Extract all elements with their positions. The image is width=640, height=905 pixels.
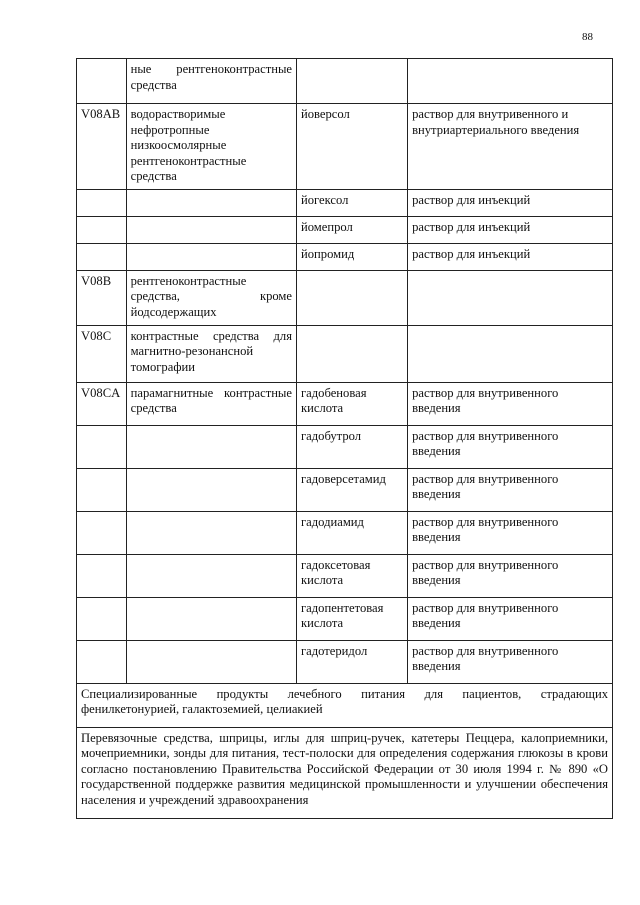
drug-name-cell (297, 59, 408, 104)
drug-name-cell: гадобутрол (297, 425, 408, 468)
table-row (77, 511, 613, 554)
table-row (77, 325, 613, 382)
drug-name-cell: гадобеновая кислота (297, 382, 408, 425)
pharmacological-group-cell (126, 468, 296, 511)
dosage-form-cell: раствор для внутривенного введения (408, 597, 613, 640)
pharmacological-group-cell (126, 216, 296, 243)
dressings-section: Перевязочные средства, шприцы, иглы для шприц-ручек, катетеры Пеццера, калоприемники, мочеприемники, зонды для питания, тест-полоски для определения содержания глюкозы в крови согласно постановлению Правительства Российской Федерации от 30 июля 1994 г. № 890 «О государственной поддержке развития медицинской промышленности и улучшении обеспечения населения и учреждений здравоохранения (77, 727, 613, 818)
atc-code-cell (77, 468, 127, 511)
table-row (77, 59, 613, 104)
pharmacological-group-cell (126, 640, 296, 683)
atc-code-cell (77, 597, 127, 640)
pharmacological-group-cell: ные рентгеноконтрастные средства (126, 59, 296, 104)
atc-code-cell: V08C (77, 325, 127, 382)
dosage-form-cell (408, 270, 613, 325)
drug-name-cell (297, 325, 408, 382)
table-row (77, 468, 613, 511)
pharmacological-group-cell (126, 243, 296, 270)
specialized-nutrition-section: Специализированные продукты лечебного питания для пациентов, страдающих фенилкетонурией, галактоземией, целиакией (77, 683, 613, 727)
pharmacological-group-cell (126, 597, 296, 640)
table-row (77, 597, 613, 640)
atc-code-cell (77, 243, 127, 270)
table-row (77, 425, 613, 468)
drug-name-cell: йогексол (297, 189, 408, 216)
dosage-form-cell (408, 325, 613, 382)
section-row (77, 683, 613, 727)
atc-code-cell: V08B (77, 270, 127, 325)
atc-code-cell (77, 425, 127, 468)
pharmacological-group-cell: парамагнитные контрастные средства (126, 382, 296, 425)
table-row (77, 554, 613, 597)
section-row (77, 727, 613, 818)
drug-name-cell: гадотеридол (297, 640, 408, 683)
atc-code-cell (77, 216, 127, 243)
page-number: 88 (582, 31, 593, 43)
dosage-form-cell: раствор для внутривенного введения (408, 468, 613, 511)
table-row (77, 189, 613, 216)
atc-code-cell: V08AB (77, 104, 127, 190)
dosage-form-cell: раствор для внутривенного введения (408, 382, 613, 425)
dosage-form-cell: раствор для внутривенного введения (408, 640, 613, 683)
dosage-form-cell: раствор для внутривенного и внутриартериального введения (408, 104, 613, 190)
dosage-form-cell: раствор для внутривенного введения (408, 554, 613, 597)
dosage-form-cell: раствор для инъекций (408, 243, 613, 270)
pharmacological-group-cell (126, 425, 296, 468)
pharmacological-group-cell: водорастворимые нефротропные низкоосмолярные рентгеноконтрастные средства (126, 104, 296, 190)
dosage-form-cell: раствор для инъекций (408, 189, 613, 216)
drug-name-cell (297, 270, 408, 325)
table-row (77, 104, 613, 190)
table-row (77, 270, 613, 325)
drug-name-cell: йопромид (297, 243, 408, 270)
atc-code-cell (77, 189, 127, 216)
atc-code-cell (77, 640, 127, 683)
table-row (77, 243, 613, 270)
pharmacological-group-cell (126, 511, 296, 554)
drug-table (76, 58, 613, 819)
dosage-form-cell (408, 59, 613, 104)
dosage-form-cell: раствор для внутривенного введения (408, 511, 613, 554)
drug-name-cell: гадоверсетамид (297, 468, 408, 511)
drug-name-cell: йомепрол (297, 216, 408, 243)
table-row (77, 382, 613, 425)
pharmacological-group-cell (126, 189, 296, 216)
table-row (77, 216, 613, 243)
drug-name-cell: гадопентетовая кислота (297, 597, 408, 640)
drug-name-cell: гадоксетовая кислота (297, 554, 408, 597)
atc-code-cell (77, 554, 127, 597)
table-row (77, 640, 613, 683)
atc-code-cell: V08CA (77, 382, 127, 425)
dosage-form-cell: раствор для внутривенного введения (408, 425, 613, 468)
drug-name-cell: йоверсол (297, 104, 408, 190)
drug-name-cell: гадодиамид (297, 511, 408, 554)
atc-code-cell (77, 511, 127, 554)
pharmacological-group-cell: контрастные средства для магнитно-резонансной томографии (126, 325, 296, 382)
atc-code-cell (77, 59, 127, 104)
pharmacological-group-cell (126, 554, 296, 597)
pharmacological-group-cell: рентгеноконтрастные средства, кроме йодсодержащих (126, 270, 296, 325)
dosage-form-cell: раствор для инъекций (408, 216, 613, 243)
